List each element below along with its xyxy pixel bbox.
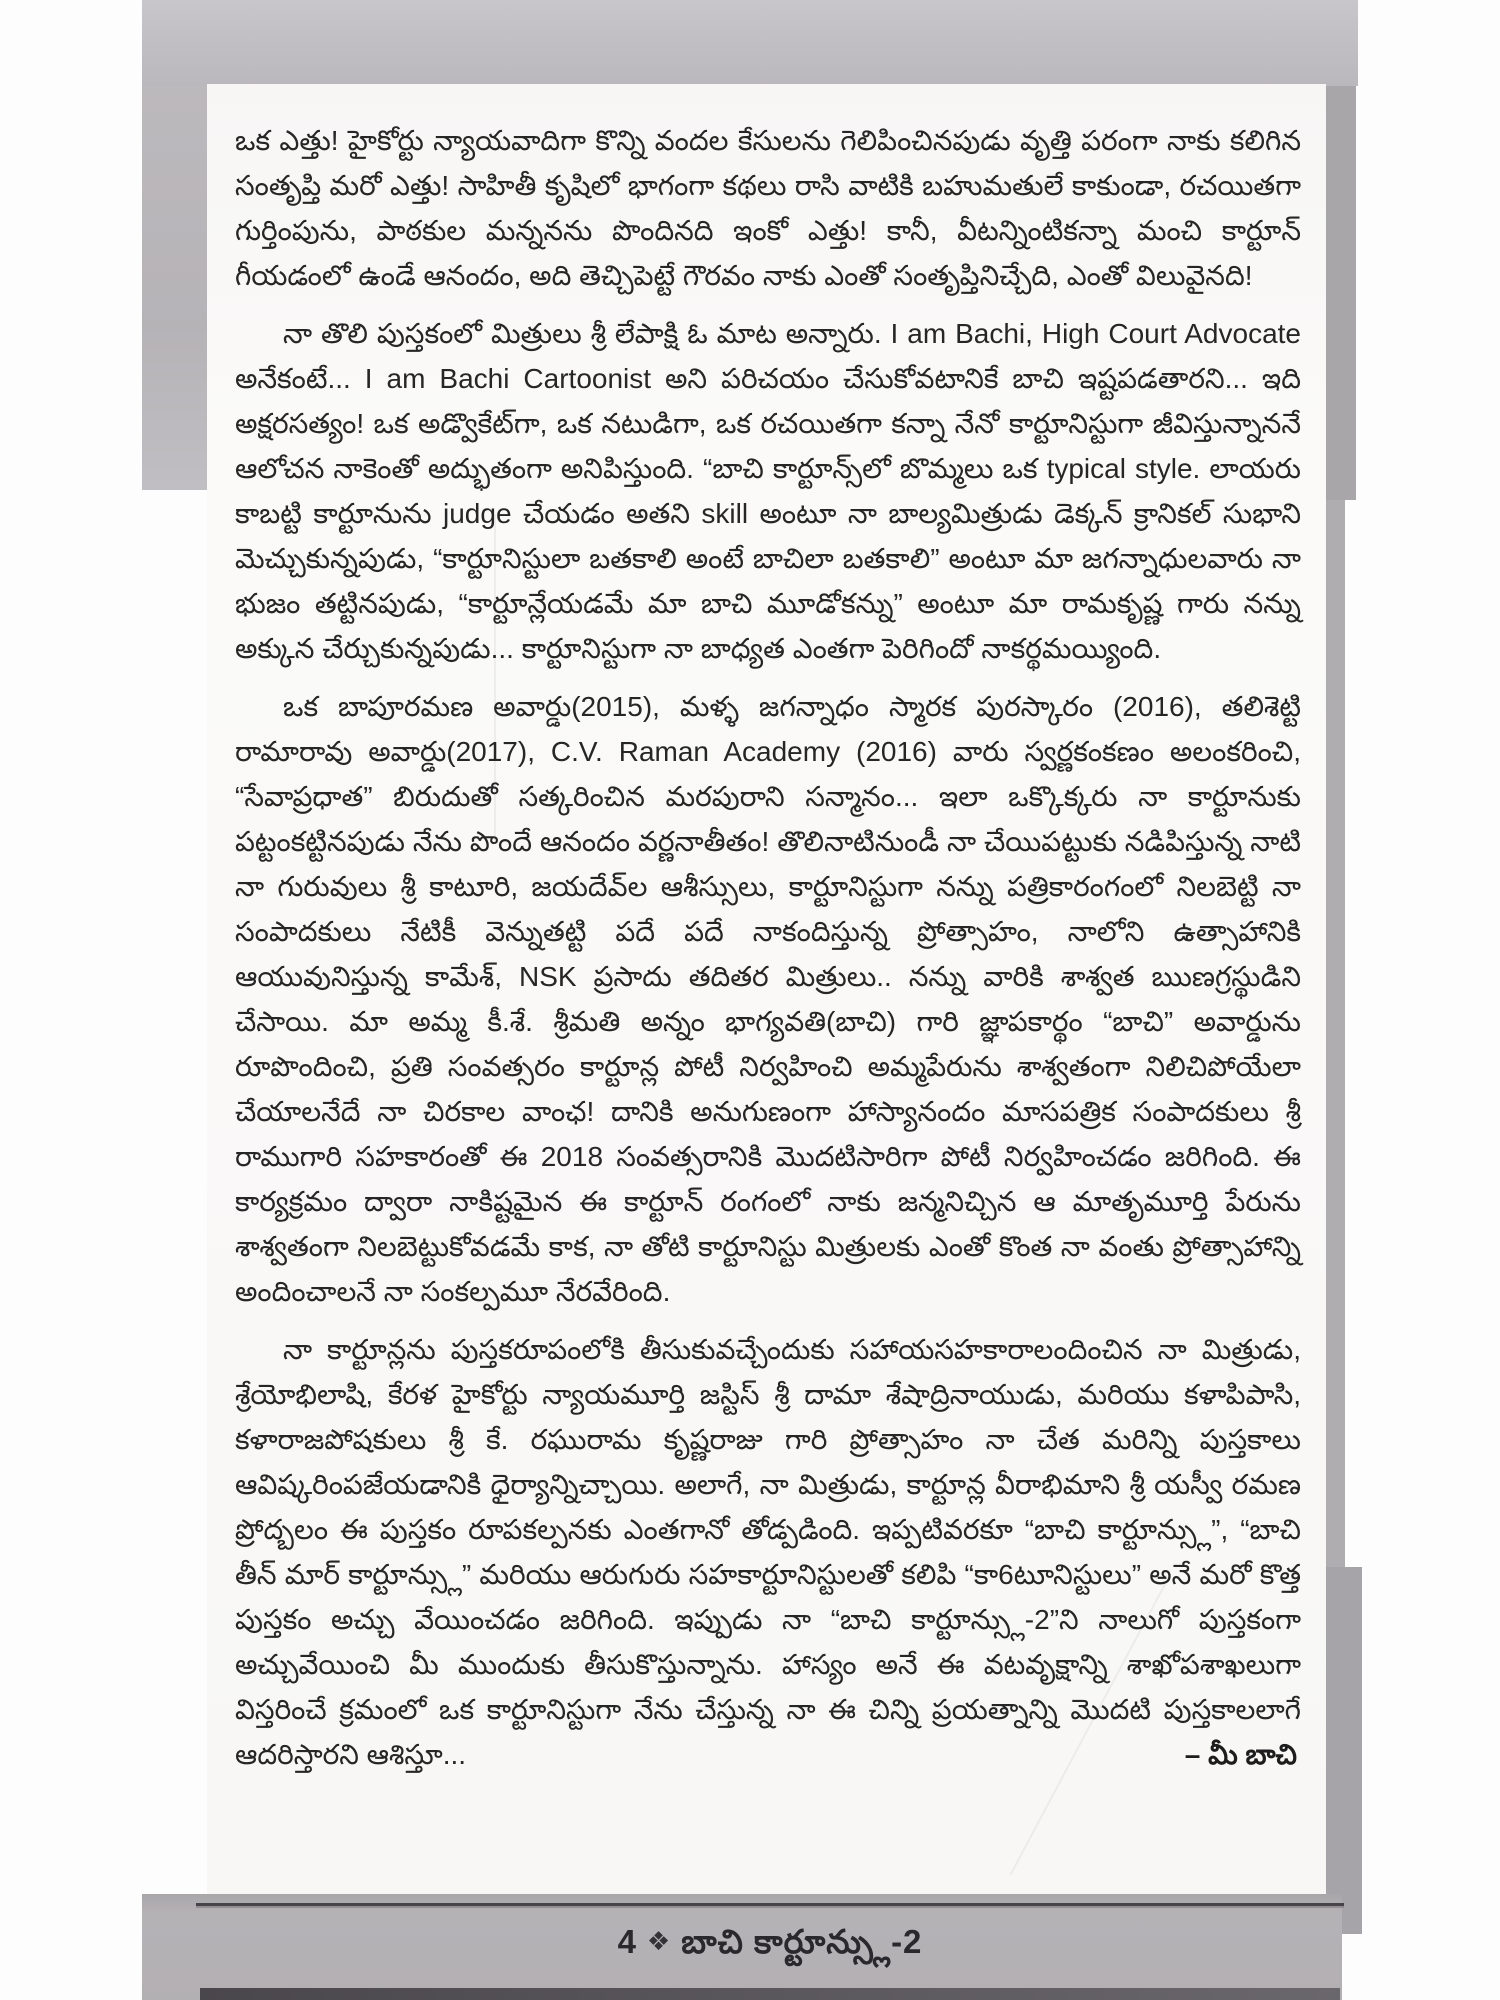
footer-divider — [196, 1903, 1344, 1906]
footer-page-number: 4 — [617, 1923, 637, 1960]
paragraph-1: ఒక ఎత్తు! హైకోర్టు న్యాయవాదిగా కొన్ని వందల కేసులను గెలిపించినపుడు వృత్తి పరంగా నాకు కలిగిన సంతృప్తి మరో ఎత్తు! సాహితీ కృషిలో భాగంగా కథలు రాసి వాటికి బహుమతులే కాకుండా, రచయితగా గుర్తింపును, పాఠకుల మన్ననను పొందినది ఇంకో ఎత్తు! కానీ, వీటన్నింటికన్నా మంచి కార్టూన్ గీయడంలో ఉండే ఆనందం, అది తెచ్చిపెట్టే గౌరవం నాకు ఎంతో సంతృప్తినిచ్చేది, ఎంతో విలువైనది! — [235, 125, 1301, 291]
scan-backdrop-top — [142, 0, 1358, 86]
paragraph-4-text: నా కార్టూన్లను పుస్తకరూపంలోకి తీసుకువచ్చేందుకు సహాయసహకారాలందించిన నా మిత్రుడు, శ్రేయోభిలాషి, కేరళ హైకోర్టు న్యాయమూర్తి జస్టిస్ శ్రీ దామా శేషాద్రినాయుడు, మరియు కళాపిపాసి, కళారాజపోషకులు శ్రీ కే. రఘురామ కృష్ణరాజు గారి ప్రోత్సాహం నా చేత మరిన్ని పుస్తకాలు ఆవిష్కరింపజేయడానికి ధైర్యాన్నిచ్చాయి. అలాగే, నా మిత్రుడు, కార్టూన్ల వీరాభిమాని శ్రీ యస్వీ రమణ ప్రోద్బలం ఈ పుస్తకం రూపకల్పనకు ఎంతగానో తోడ్పడింది. ఇప్పటివరకూ “బాచి కార్టూన్స్లు”, “బాచి తీన్ మార్ కార్టూన్స్లు” మరియు ఆరుగురు సహకార్టూనిస్టులతో కలిపి “కా6టూనిస్టులు” అనే మరో కొత్త పుస్తకం అచ్చు వేయించడం జరిగింది. ఇప్పుడు నా “బాచి కార్టూన్స్లు-2”ని నాలుగో పుస్తకంగా అచ్చువేయించి మీ ముందుకు తీసుకొస్తున్నాను. హాస్యం అనే ఈ వటవృక్షాన్ని శాఖోపశాఖలుగా విస్తరించే క్రమంలో ఒక కార్టూనిస్టుగా నేను చేస్తున్న నా ఈ చిన్ని ప్రయత్నాన్ని మొదటి పుస్తకాలలాగే ఆదరిస్తారని ఆశిస్తూ... — [235, 1334, 1301, 1770]
book-page — [207, 84, 1326, 1894]
diamond-ornament-icon: ❖ — [646, 1926, 672, 1956]
footer-book-title: బాచి కార్టూన్స్లు-2 — [681, 1923, 923, 1960]
scan-edge-shadow — [200, 1988, 1340, 2000]
paragraph-4 — [235, 1327, 1301, 1777]
scan-backdrop-right-lower — [1326, 1567, 1362, 1934]
scan-backdrop-right-upper — [1326, 86, 1356, 500]
scan-backdrop-right-middle — [1326, 500, 1345, 1567]
page-footer — [196, 1917, 1344, 1969]
author-signature: – మీ బాచి — [1184, 1739, 1297, 1770]
scan-backdrop-left — [142, 86, 208, 490]
page-text — [235, 118, 1301, 1790]
paragraph-2: నా తొలి పుస్తకంలో మిత్రులు శ్రీ లేపాక్షి ఓ మాట అన్నారు. I am Bachi, High Court Advocate అనేకంటే... I am Bachi Cartoonist అని పరిచయం చేసుకోవటానికే బాచి ఇష్టపడతారని... ఇది అక్షరసత్యం! ఒక అడ్వొకేట్‌గా, ఒక నటుడిగా, ఒక రచయితగా కన్నా నేనో కార్టూనిస్టుగా జీవిస్తున్నాననే ఆలోచన నాకెంతో అద్భుతంగా అనిపిస్తుంది. “బాచి కార్టూన్స్‌లో బొమ్మలు ఒక typical style. లాయరు కాబట్టి కార్టూనును judge చేయడం అతని skill అంటూ నా బాల్యమిత్రుడు డెక్కన్ క్రానికల్ సుభాని మెచ్చుకున్నపుడు, “కార్టూనిస్టులా బతకాలి అంటే బాచిలా బతకాలి” అంటూ మా జగన్నాధులవారు నా భుజం తట్టినపుడు, “కార్టూన్లేయడమే మా బాచి మూడోకన్ను” అంటూ మా రామకృష్ణ గారు నన్ను అక్కున చేర్చుకున్నపుడు... కార్టూనిస్టుగా నా బాధ్యత ఎంతగా పెరిగిందో నాకర్థమయ్యింది. — [235, 318, 1301, 664]
paragraph-3: ఒక బాపూరమణ అవార్డు(2015), మళ్ళ జగన్నాధం స్మారక పురస్కారం (2016), తలిశెట్టి రామారావు అవార్డు(2017), C.V. Raman Academy (2016) వారు స్వర్ణకంకణం అలంకరించి, “సేవాప్రధాత” బిరుదుతో సత్కరించిన మరపురాని సన్మానం... ఇలా ఒక్కొక్కరు నా కార్టూనుకు పట్టంకట్టినపుడు నేను పొందే ఆనందం వర్ణనాతీతం! తొలినాటినుండీ నా చేయిపట్టుకు నడిపిస్తున్న నాటి నా గురువులు శ్రీ కాటూరి, జయదేవ్‌ల ఆశీస్సులు, కార్టూనిస్టుగా నన్ను పత్రికారంగంలో నిలబెట్టి నా సంపాదకులు నేటికీ వెన్నుతట్టి పదే పదే నాకందిస్తున్న ప్రోత్సాహం, నాలోని ఉత్సాహానికి ఆయువునిస్తున్న కామేశ్, NSK ప్రసాదు తదితర మిత్రులు.. నన్ను వారికి శాశ్వత ఋణగ్రస్థుడిని చేసాయి. మా అమ్మ కీ.శే. శ్రీమతి అన్నం భాగ్యవతి(బాచి) గారి జ్ఞాపకార్థం “బాచి” అవార్డును రూపొందించి, ప్రతి సంవత్సరం కార్టూన్ల పోటీ నిర్వహించి అమ్మపేరును శాశ్వతంగా నిలిచిపోయేలా చేయాలనేదే నా చిరకాల వాంఛ! దానికి అనుగుణంగా హాస్యానందం మాసపత్రిక సంపాదకులు శ్రీ రాముగారి సహకారంతో ఈ 2018 సంవత్సరానికి మొదటిసారిగా పోటీ నిర్వహించడం జరిగింది. ఈ కార్యక్రమం ద్వారా నాకిష్టమైన ఈ కార్టూన్ రంగంలో నాకు జన్మనిచ్చిన ఆ మాతృమూర్తి పేరును శాశ్వతంగా నిలబెట్టుకోవడమే కాక, నా తోటి కార్టూనిస్టు మిత్రులకు ఎంతో కొంత నా వంతు ప్రోత్సాహాన్ని అందించాలనే నా సంకల్పమూ నేరవేరింది. — [235, 691, 1301, 1307]
